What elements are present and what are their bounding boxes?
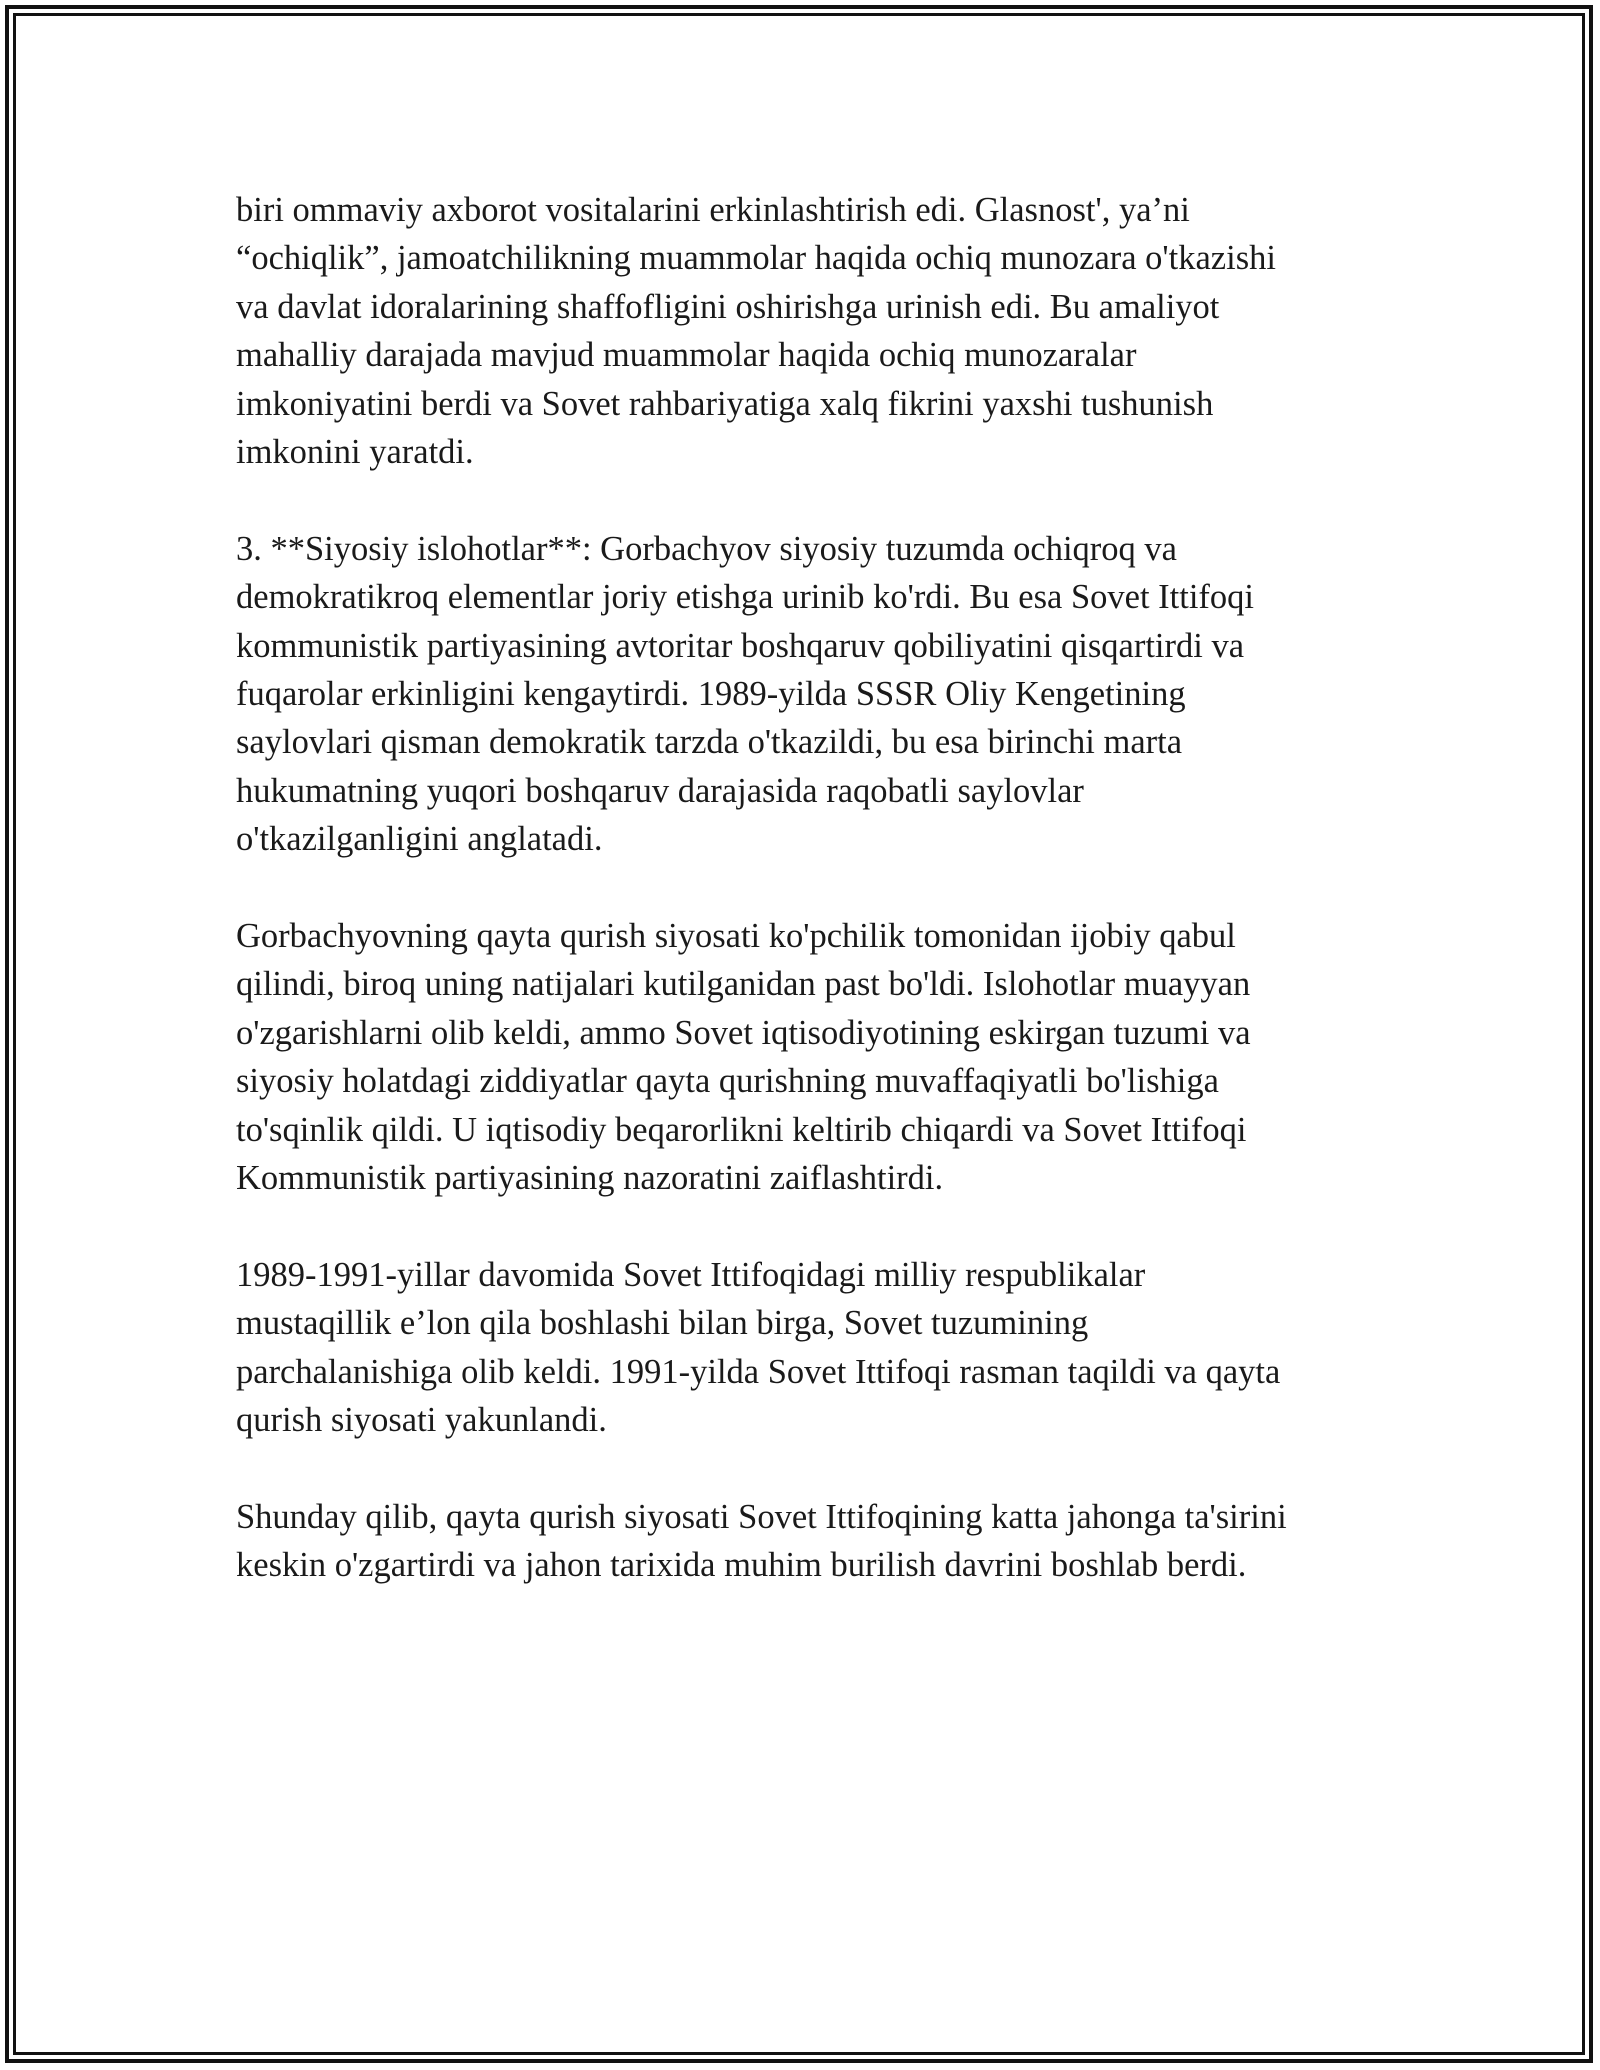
paragraph-political-reforms bbox=[236, 525, 1376, 864]
text-line: qilindi, biroq uning natijalari kutilganidan past bo'ldi. Islohotlar muayyan bbox=[236, 965, 1251, 1004]
text-line: va davlat idoralarining shaffofligini oshirishga urinish edi. Bu amaliyot bbox=[236, 287, 1220, 326]
text-line: mahalliy darajada mavjud muammolar haqida ochiq munozaralar bbox=[236, 336, 1137, 375]
text-line: “ochiqlik”, jamoatchilikning muammolar haqida ochiq munozara o'tkazishi bbox=[236, 239, 1276, 278]
text-line: 3. **Siyosiy islohotlar**: Gorbachyov siyosiy tuzumda ochiqroq va bbox=[236, 529, 1177, 568]
paragraph-dissolution bbox=[236, 1251, 1376, 1445]
text-line: kommunistik partiyasining avtoritar boshqaruv qobiliyatini qisqartirdi va bbox=[236, 626, 1245, 665]
text-line: imkoniyatini berdi va Sovet rahbariyatiga xalq fikrini yaxshi tushunish bbox=[236, 384, 1214, 423]
text-line: fuqarolar erkinligini kengaytirdi. 1989-yilda SSSR Oliy Kengetining bbox=[236, 675, 1186, 714]
text-line: Shunday qilib, qayta qurish siyosati Sovet Ittifoqining katta jahonga ta'sirini bbox=[236, 1497, 1287, 1536]
text-line: parchalanishiga olib keldi. 1991-yilda Sovet Ittifoqi rasman taqildi va qayta bbox=[236, 1352, 1281, 1391]
text-line: demokratikroq elementlar joriy etishga urinib ko'rdi. Bu esa Sovet Ittifoqi bbox=[236, 578, 1254, 617]
text-line: hukumatning yuqori boshqaruv darajasida raqobatli saylovlar bbox=[236, 771, 1084, 810]
text-line: o'zgarishlarni olib keldi, ammo Sovet iqtisodiyotining eskirgan tuzumi va bbox=[236, 1013, 1251, 1052]
paragraph-glasnost bbox=[236, 186, 1376, 476]
text-line: 1989-1991-yillar davomida Sovet Ittifoqidagi milliy respublikalar bbox=[236, 1255, 1146, 1294]
text-line: Gorbachyovning qayta qurish siyosati ko'pchilik tomonidan ijobiy qabul bbox=[236, 917, 1236, 956]
text-line: imkonini yaratdi. bbox=[236, 433, 474, 472]
paragraph-perestroika-results bbox=[236, 912, 1376, 1202]
text-line: keskin o'zgartirdi va jahon tarixida muhim burilish davrini boshlab berdi. bbox=[236, 1546, 1247, 1585]
text-line: to'sqinlik qildi. U iqtisodiy beqarorlikni keltirib chiqardi va Sovet Ittifoqi bbox=[236, 1110, 1247, 1149]
paragraph-conclusion bbox=[236, 1493, 1376, 1590]
text-line: qurish siyosati yakunlandi. bbox=[236, 1401, 607, 1440]
text-line: o'tkazilganligini anglatadi. bbox=[236, 820, 603, 859]
document-body bbox=[236, 186, 1376, 1590]
text-line: Kommunistik partiyasining nazoratini zaiflashtirdi. bbox=[236, 1159, 944, 1198]
text-line: siyosiy holatdagi ziddiyatlar qayta qurishning muvaffaqiyatli bo'lishiga bbox=[236, 1062, 1219, 1101]
text-line: mustaqillik e’lon qila boshlashi bilan birga, Sovet tuzumining bbox=[236, 1304, 1089, 1343]
text-line: biri ommaviy axborot vositalarini erkinlashtirish edi. Glasnost', ya’ni bbox=[236, 191, 1190, 229]
text-line: saylovlari qisman demokratik tarzda o'tkazildi, bu esa birinchi marta bbox=[236, 723, 1183, 762]
